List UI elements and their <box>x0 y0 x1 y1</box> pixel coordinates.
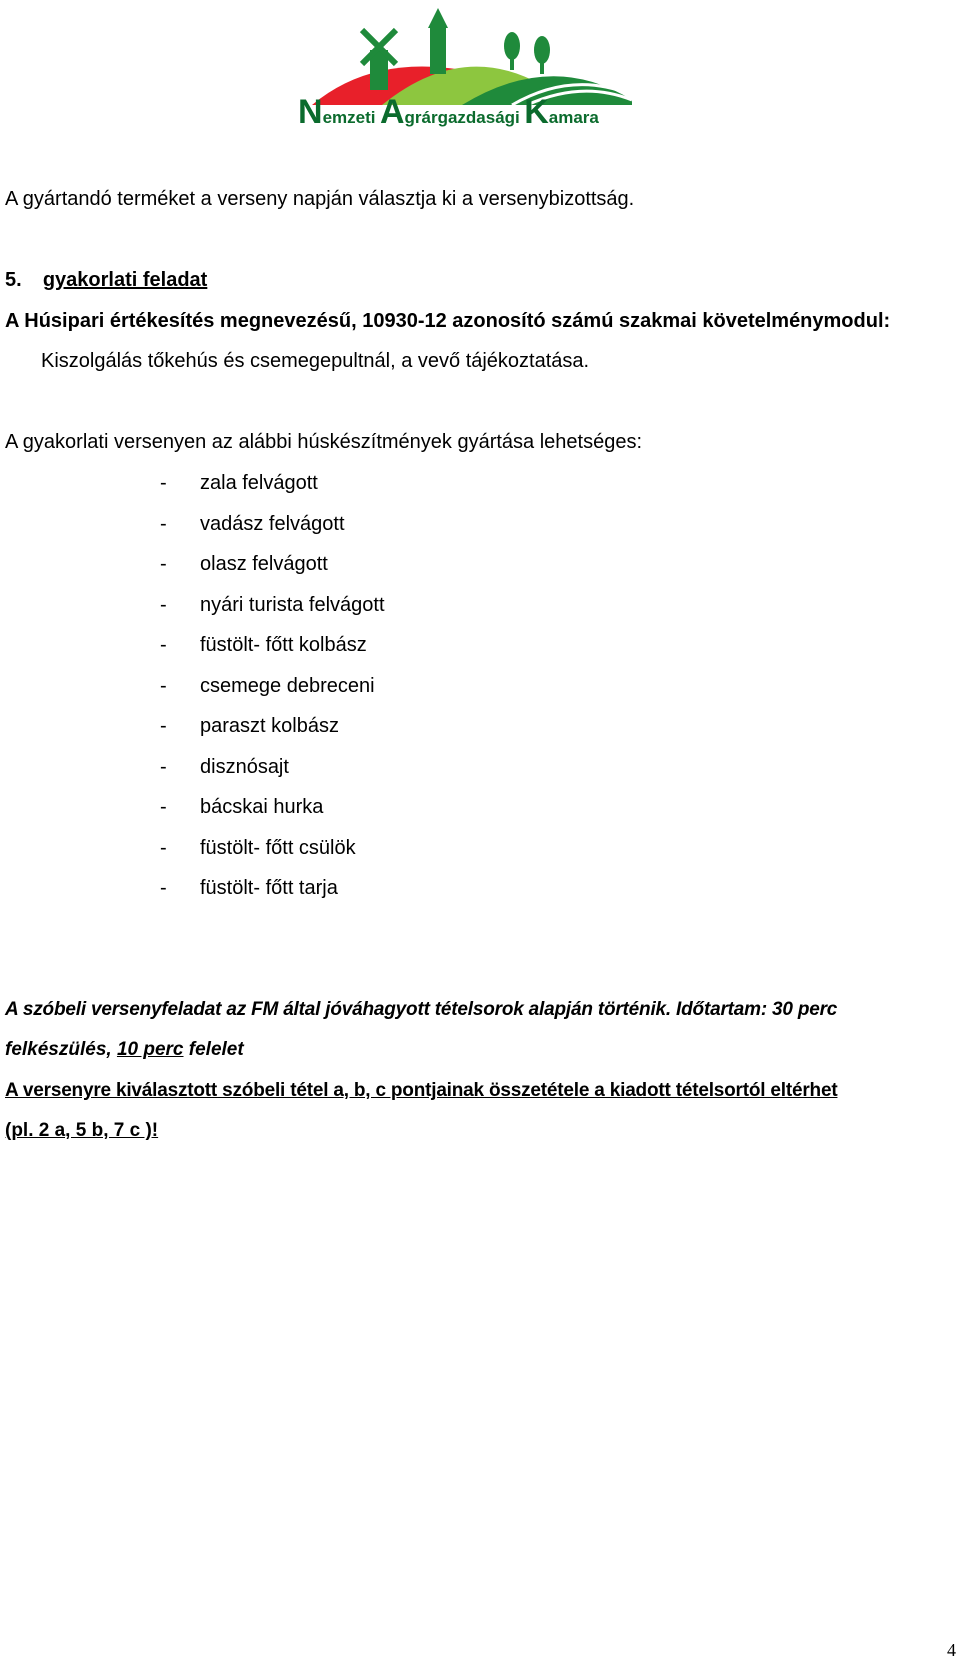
page-number: 4 <box>947 1640 956 1660</box>
module-line: A Húsipari értékesítés megnevezésű, 10930-12 azonosító számú szakmai követelménymodul: <box>5 310 891 332</box>
list-item: - bácskai hurka <box>160 796 324 818</box>
oral-task-line2 <box>5 1037 244 1063</box>
nak-logo <box>298 0 657 136</box>
task-number: 5. <box>5 269 22 291</box>
oral-prep: felkészülés, <box>5 1039 117 1060</box>
logo-word-agrargazdasagi: grárgazdasági <box>404 108 520 127</box>
oral-answer-time: 10 perc <box>116 1039 184 1060</box>
task-heading <box>5 267 207 293</box>
logo-word-kamara: amara <box>548 108 599 127</box>
list-item: - zala felvágott <box>160 472 318 494</box>
list-item: - nyári turista felvágott <box>160 594 385 616</box>
list-item: - olasz felvágott <box>160 553 328 575</box>
list-item: - füstölt- főtt tarja <box>160 877 338 899</box>
note-line1: A versenyre kiválasztott szóbeli tétel a, b, c pontjainak összetétele a kiadott tételsortól eltérhet <box>5 1080 838 1101</box>
logo-initial-k: K <box>524 93 549 131</box>
list-item: - csemege debreceni <box>160 675 375 697</box>
oral-answer: felelet <box>183 1039 244 1060</box>
logo-word-nemzeti: emzeti <box>322 108 376 127</box>
intro-text: A gyártandó terméket a verseny napján választja ki a versenybizottság. <box>5 188 635 210</box>
note-line2: (pl. 2 a, 5 b, 7 c )! <box>5 1120 159 1141</box>
logo-initial-a: A <box>379 93 405 131</box>
list-item: - disznósajt <box>160 756 289 778</box>
list-item: - paraszt kolbász <box>160 715 339 737</box>
logo-initial-n: N <box>298 93 323 131</box>
list-item: - füstölt- főtt csülök <box>160 837 356 859</box>
task-title: gyakorlati feladat <box>42 269 208 291</box>
list-item: - füstölt- főtt kolbász <box>160 634 367 656</box>
list-item: - vadász felvágott <box>160 513 345 535</box>
oral-task-line1: A szóbeli versenyfeladat az FM által jóváhagyott tételsorok alapján történik. Időtartam: 30 perc <box>5 999 838 1020</box>
logo-wordmark <box>298 93 643 133</box>
module-subtitle: Kiszolgálás tőkehús és csemegepultnál, a vevő tájékoztatása. <box>41 350 590 372</box>
list-intro: A gyakorlati versenyen az alábbi húskészítmények gyártása lehetséges: <box>5 431 643 453</box>
